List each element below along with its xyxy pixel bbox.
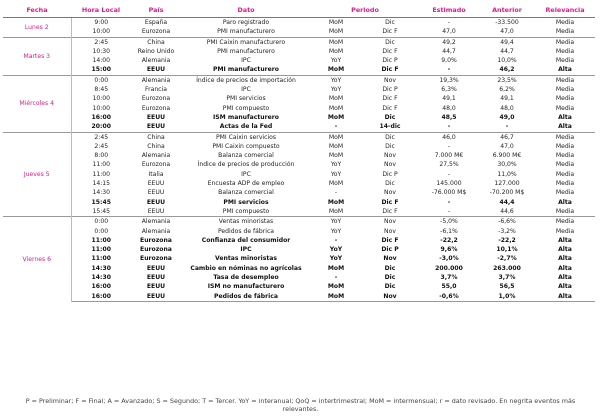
period-cell: Dic P [382, 86, 398, 94]
frequency-cell: MoM [328, 207, 344, 215]
estimated-cell: 200.000 [435, 264, 463, 272]
previous-cell: 48,0 [500, 104, 514, 112]
relevance-cell: Alta [558, 123, 572, 131]
time-cell: 8:00 [94, 152, 109, 160]
frequency-cell: YoY [311, 75, 361, 85]
period-cell: Nov [361, 217, 419, 227]
country-cell: Eurozona [140, 246, 172, 254]
estimated-cell: 3,7% [440, 274, 458, 282]
period-cell: Dic [385, 142, 395, 150]
country-cell: España [131, 18, 181, 28]
frequency-cell: YoY [311, 217, 361, 227]
frequency-cell: YoY [329, 246, 343, 254]
table-row [3, 254, 595, 263]
time-cell: 20:00 [91, 123, 111, 131]
indicator-cell: PMI Caixin servicios [181, 132, 311, 142]
table-row [3, 142, 595, 151]
country-cell: EEUU [146, 113, 166, 121]
country-cell: EEUU [131, 292, 181, 302]
table-row [3, 236, 595, 245]
indicator-cell: PMI manufacturero [217, 47, 275, 55]
table-body [3, 18, 595, 302]
period-cell: Nov [361, 292, 419, 302]
indicator-cell: PMI servicios [226, 95, 266, 103]
table-row [3, 27, 595, 37]
indicator-cell: ISM manufacturero [213, 113, 279, 121]
previous-cell: 3,7% [498, 274, 516, 282]
table-row [3, 170, 595, 179]
estimated-cell: 49,1 [442, 95, 456, 103]
previous-cell: 263.000 [493, 264, 521, 272]
country-cell: EEUU [146, 66, 166, 74]
table-row [3, 56, 595, 65]
time-cell: 14:15 [92, 180, 111, 188]
frequency-cell: MoM [328, 180, 344, 188]
country-cell: Alemania [131, 217, 181, 227]
table-row [3, 217, 595, 227]
table-row [3, 85, 595, 94]
indicator-cell: Tasa de desempleo [213, 274, 279, 282]
table-row [3, 292, 595, 302]
frequency-cell: - [334, 189, 338, 197]
table-row [3, 282, 595, 291]
estimated-cell: 27,5% [439, 161, 459, 169]
date-cell: Martes 3 [3, 37, 71, 75]
period-cell: Dic [385, 180, 395, 188]
country-cell: Reino Unido [137, 47, 175, 55]
indicator-cell: Encuesta ADP de empleo [207, 180, 285, 188]
previous-cell: 56,5 [499, 283, 515, 291]
table-row [3, 245, 595, 254]
relevance-cell: Media [535, 132, 595, 142]
header-country: País [131, 3, 181, 18]
previous-cell: 47,0 [500, 28, 514, 36]
estimated-cell: 49,2 [419, 37, 479, 47]
period-cell: Dic [384, 264, 396, 272]
period-cell: Dic F [382, 104, 398, 112]
estimated-cell: -76.000 M$ [431, 189, 467, 197]
relevance-cell: Media [555, 161, 575, 169]
indicator-cell: IPC [241, 170, 251, 178]
estimated-cell: 9,0% [441, 57, 457, 65]
table-row [3, 122, 595, 132]
relevance-cell: Alta [558, 283, 572, 291]
estimated-cell: 46,0 [419, 132, 479, 142]
relevance-cell: Media [535, 37, 595, 47]
period-cell: Dic [384, 113, 396, 121]
frequency-cell: - [334, 274, 338, 282]
estimated-cell: - [447, 170, 451, 178]
indicator-cell: ISM no manufacturero [207, 283, 285, 291]
header-estimated: Estimado [419, 3, 479, 18]
frequency-cell: YoY [330, 170, 342, 178]
indicator-cell: Ventas minoristas [181, 217, 311, 227]
time-cell: 8:45 [94, 86, 109, 94]
period-cell: Dic [384, 283, 396, 291]
period-cell: Dic [361, 37, 419, 47]
period-cell: Dic F [381, 198, 399, 206]
table-row [3, 151, 595, 160]
indicator-cell: IPC [240, 246, 252, 254]
estimated-cell: - [447, 123, 451, 131]
time-cell: 11:00 [92, 161, 111, 169]
header-previous: Anterior [479, 3, 535, 18]
relevance-cell: Alta [558, 198, 572, 206]
relevance-cell: Media [555, 95, 575, 103]
relevance-cell: Alta [558, 236, 572, 244]
table-row [3, 37, 595, 47]
previous-cell: 44,6 [500, 207, 514, 215]
country-cell: Eurozona [141, 95, 171, 103]
table-row [3, 227, 595, 236]
relevance-cell: Alta [558, 66, 572, 74]
relevance-cell: Alta [535, 292, 595, 302]
relevance-cell: Media [555, 227, 575, 235]
estimated-cell: -0,6% [419, 292, 479, 302]
indicator-cell: PMI manufacturero [212, 66, 279, 74]
country-cell: EEUU [146, 198, 166, 206]
header-period: Periodo [311, 3, 419, 18]
estimated-cell: 7.000 M€ [434, 152, 464, 160]
period-cell: Dic P [382, 170, 398, 178]
frequency-cell: MoM [327, 198, 345, 206]
table-row [3, 75, 595, 85]
country-cell: China [131, 132, 181, 142]
frequency-cell: MoM [328, 95, 344, 103]
table-row [3, 47, 595, 56]
period-cell: Dic P [381, 246, 399, 254]
country-cell: EEUU [146, 123, 166, 131]
frequency-cell: MoM [328, 152, 344, 160]
previous-cell: 49,0 [499, 113, 515, 121]
previous-cell: -3,2% [498, 227, 516, 235]
previous-cell: 46,2 [499, 66, 515, 74]
period-cell: Dic [361, 18, 419, 28]
previous-cell: -22,2 [498, 236, 516, 244]
period-cell: 14-dic [379, 123, 401, 131]
relevance-cell: Media [535, 75, 595, 85]
frequency-cell: MoM [311, 37, 361, 47]
period-cell: Nov [384, 152, 396, 160]
time-cell: 0:00 [71, 217, 131, 227]
frequency-cell: YoY [330, 57, 342, 65]
time-cell: 14:30 [91, 274, 111, 282]
estimated-cell: 55,0 [441, 283, 457, 291]
period-cell: Nov [384, 189, 396, 197]
frequency-cell: - [334, 236, 338, 244]
estimated-cell: - [447, 198, 451, 206]
time-cell: 15:00 [91, 66, 111, 74]
frequency-cell: YoY [330, 227, 342, 235]
time-cell: 10:00 [92, 28, 111, 36]
indicator-cell: PMI Caixin manufacturero [181, 37, 311, 47]
indicator-cell: Cambio en nóminas no agrícolas [190, 264, 302, 272]
relevance-cell: Media [555, 152, 575, 160]
country-cell: Alemania [141, 152, 171, 160]
table-row [3, 160, 595, 169]
table-row [3, 132, 595, 142]
time-cell: 10:30 [92, 47, 111, 55]
estimated-cell: 48,0 [442, 104, 456, 112]
period-cell: Dic P [382, 57, 398, 65]
time-cell: 14:30 [92, 189, 111, 197]
estimated-cell: 48,5 [441, 113, 457, 121]
previous-cell: 46,7 [479, 132, 535, 142]
relevance-cell: Media [555, 142, 575, 150]
frequency-cell: MoM [311, 18, 361, 28]
period-cell: Dic F [382, 207, 398, 215]
relevance-cell: Media [555, 104, 575, 112]
time-cell: 0:00 [71, 75, 131, 85]
header-data: Dato [181, 3, 311, 18]
time-cell: 16:00 [91, 283, 111, 291]
table-row [3, 94, 595, 103]
frequency-cell: MoM [328, 142, 344, 150]
country-cell: Eurozona [140, 255, 172, 263]
previous-cell: 6.900 M€ [492, 152, 522, 160]
relevance-cell: Alta [558, 246, 572, 254]
time-cell: 16:00 [91, 113, 111, 121]
previous-cell: 11,0% [497, 170, 517, 178]
country-cell: Eurozona [141, 161, 171, 169]
estimated-cell: 6,3% [441, 86, 457, 94]
period-cell: Dic F [382, 47, 398, 55]
period-cell: Nov [384, 161, 396, 169]
relevance-cell: Alta [558, 274, 572, 282]
indicator-cell: PMI compuesto [222, 207, 270, 215]
date-cell: Jueves 5 [3, 132, 71, 217]
table-row [3, 179, 595, 188]
period-cell: Dic F [381, 236, 399, 244]
estimated-cell: 44,7 [442, 47, 456, 55]
date-cell: Miércoles 4 [3, 75, 71, 132]
relevance-cell: Media [535, 217, 595, 227]
country-cell: China [147, 142, 165, 150]
time-cell: 10:00 [92, 104, 111, 112]
table-header-row [3, 3, 595, 18]
table-row [3, 273, 595, 282]
indicator-cell: Ventas minoristas [215, 255, 277, 263]
country-cell: Eurozona [141, 28, 171, 36]
time-cell: 11:00 [91, 255, 111, 263]
previous-cell: 44,7 [500, 47, 514, 55]
estimated-cell: 9,6% [440, 246, 458, 254]
header-date: Fecha [3, 3, 71, 18]
indicator-cell: IPC [241, 57, 251, 65]
previous-cell: 1,0% [479, 292, 535, 302]
table-row [3, 104, 595, 113]
frequency-cell: MoM [327, 113, 345, 121]
estimated-cell: 145.000 [436, 180, 462, 188]
table-row [3, 113, 595, 122]
relevance-cell: Alta [558, 255, 572, 263]
frequency-cell: MoM [327, 264, 345, 272]
header-relevance: Relevancia [535, 3, 595, 18]
frequency-cell: YoY [330, 86, 342, 94]
table-row [3, 188, 595, 197]
period-cell: Nov [384, 227, 396, 235]
previous-cell: -33.500 [479, 18, 535, 28]
relevance-cell: Media [555, 189, 575, 197]
frequency-cell: MoM [327, 283, 345, 291]
relevance-cell: Media [555, 47, 575, 55]
indicator-cell: Confianza del consumidor [201, 236, 291, 244]
indicator-cell: IPC [241, 86, 251, 94]
indicator-cell: Pedidos de fábrica [181, 292, 311, 302]
country-cell: Francia [145, 86, 167, 94]
footnote: P = Preliminar; F = Final; A = Avanzado; S = Segundo; T = Tercer. YoY = interanual; QoQ = intertrimestral; MoM = intermensual; r = dato revisado. En negrita eventos más relevantes. [25, 397, 576, 413]
indicator-cell: PMI servicios [223, 198, 269, 206]
period-cell: Dic F [382, 28, 398, 36]
previous-cell: 47,0 [500, 142, 514, 150]
time-cell: 11:00 [91, 246, 111, 254]
indicator-cell: Paro registrado [181, 18, 311, 28]
time-cell: 10:00 [92, 95, 111, 103]
previous-cell: 30,0% [497, 161, 517, 169]
country-cell: EEUU [147, 207, 165, 215]
period-cell: Dic [384, 274, 396, 282]
time-cell: 11:00 [91, 236, 111, 244]
previous-cell: 49,4 [479, 37, 535, 47]
indicator-cell: Balanza comercial [218, 152, 274, 160]
relevance-cell: Media [555, 86, 575, 94]
estimated-cell: - [447, 207, 451, 215]
indicator-cell: Balanza comercial [218, 189, 274, 197]
relevance-cell: Media [555, 180, 575, 188]
indicator-cell: Índice de precios de producción [197, 161, 295, 169]
previous-cell: 127.000 [494, 180, 520, 188]
estimated-cell: 47,0 [442, 28, 456, 36]
time-cell: 9:00 [71, 18, 131, 28]
time-cell: 15:45 [92, 207, 111, 215]
time-cell: 2:45 [94, 142, 109, 150]
country-cell: Eurozona [141, 104, 171, 112]
time-cell: 14:00 [92, 57, 111, 65]
country-cell: EEUU [147, 189, 165, 197]
relevance-cell: Media [555, 28, 575, 36]
header-time: Hora Local [71, 3, 131, 18]
relevance-cell: Media [535, 18, 595, 28]
previous-cell: 10,0% [497, 57, 517, 65]
indicator-cell: Índice de precios de importación [181, 75, 311, 85]
frequency-cell: MoM [328, 47, 344, 55]
time-cell: 15:45 [91, 198, 111, 206]
time-cell: 16:00 [71, 292, 131, 302]
previous-cell: 23,5% [479, 75, 535, 85]
time-cell: 14:30 [91, 264, 111, 272]
time-cell: 0:00 [94, 227, 109, 235]
period-cell: Nov [383, 255, 397, 263]
country-cell: Italia [148, 170, 164, 178]
frequency-cell: - [334, 123, 338, 131]
period-cell: Dic F [381, 66, 399, 74]
previous-cell: -6,6% [479, 217, 535, 227]
date-cell: Viernes 6 [3, 217, 71, 302]
estimated-cell: - [447, 142, 451, 150]
country-cell: Alemania [131, 75, 181, 85]
frequency-cell: MoM [328, 104, 344, 112]
indicator-cell: PMI manufacturero [217, 28, 275, 36]
relevance-cell: Media [555, 57, 575, 65]
table-row [3, 198, 595, 207]
previous-cell: 44,4 [499, 198, 515, 206]
country-cell: EEUU [146, 274, 166, 282]
relevance-cell: Media [555, 170, 575, 178]
estimated-cell: -22,2 [440, 236, 458, 244]
time-cell: 2:45 [71, 37, 131, 47]
previous-cell: 49,1 [500, 95, 514, 103]
time-cell: 2:45 [71, 132, 131, 142]
country-cell: China [131, 37, 181, 47]
period-cell: Dic F [382, 95, 398, 103]
country-cell: EEUU [146, 283, 166, 291]
relevance-cell: Alta [558, 264, 572, 272]
previous-cell: 10,1% [496, 246, 518, 254]
previous-cell: 6,2% [499, 86, 515, 94]
frequency-cell: YoY [329, 255, 343, 263]
frequency-cell: MoM [328, 28, 344, 36]
estimated-cell: -6,1% [440, 227, 458, 235]
date-cell: Lunes 2 [3, 18, 71, 38]
estimated-cell: - [419, 18, 479, 28]
table-row [3, 207, 595, 217]
table-row [3, 18, 595, 28]
indicator-cell: Pedidos de fábrica [217, 227, 275, 235]
table-row [3, 65, 595, 75]
estimated-cell: -3,0% [439, 255, 459, 263]
indicator-cell: PMI compuesto [222, 104, 270, 112]
country-cell: Alemania [141, 227, 171, 235]
country-cell: EEUU [146, 264, 166, 272]
estimated-cell: - [447, 66, 451, 74]
table-row [3, 264, 595, 273]
time-cell: 11:00 [92, 170, 111, 178]
indicator-cell: PMI Caixin compuesto [212, 142, 280, 150]
country-cell: Alemania [141, 57, 171, 65]
frequency-cell: MoM [327, 66, 345, 74]
frequency-cell: MoM [311, 292, 361, 302]
relevance-cell: Alta [558, 113, 572, 121]
frequency-cell: MoM [311, 132, 361, 142]
country-cell: EEUU [147, 180, 165, 188]
estimated-cell: -5,0% [419, 217, 479, 227]
period-cell: Dic [361, 132, 419, 142]
previous-cell: -2,7% [497, 255, 517, 263]
country-cell: Eurozona [140, 236, 172, 244]
period-cell: Nov [361, 75, 419, 85]
economic-calendar-table [3, 3, 595, 302]
frequency-cell: YoY [330, 161, 342, 169]
indicator-cell: Actas de la Fed [219, 123, 273, 131]
previous-cell: - [505, 123, 509, 131]
relevance-cell: Media [555, 207, 575, 215]
previous-cell: -70.200 M$ [489, 189, 525, 197]
estimated-cell: 19,3% [419, 75, 479, 85]
